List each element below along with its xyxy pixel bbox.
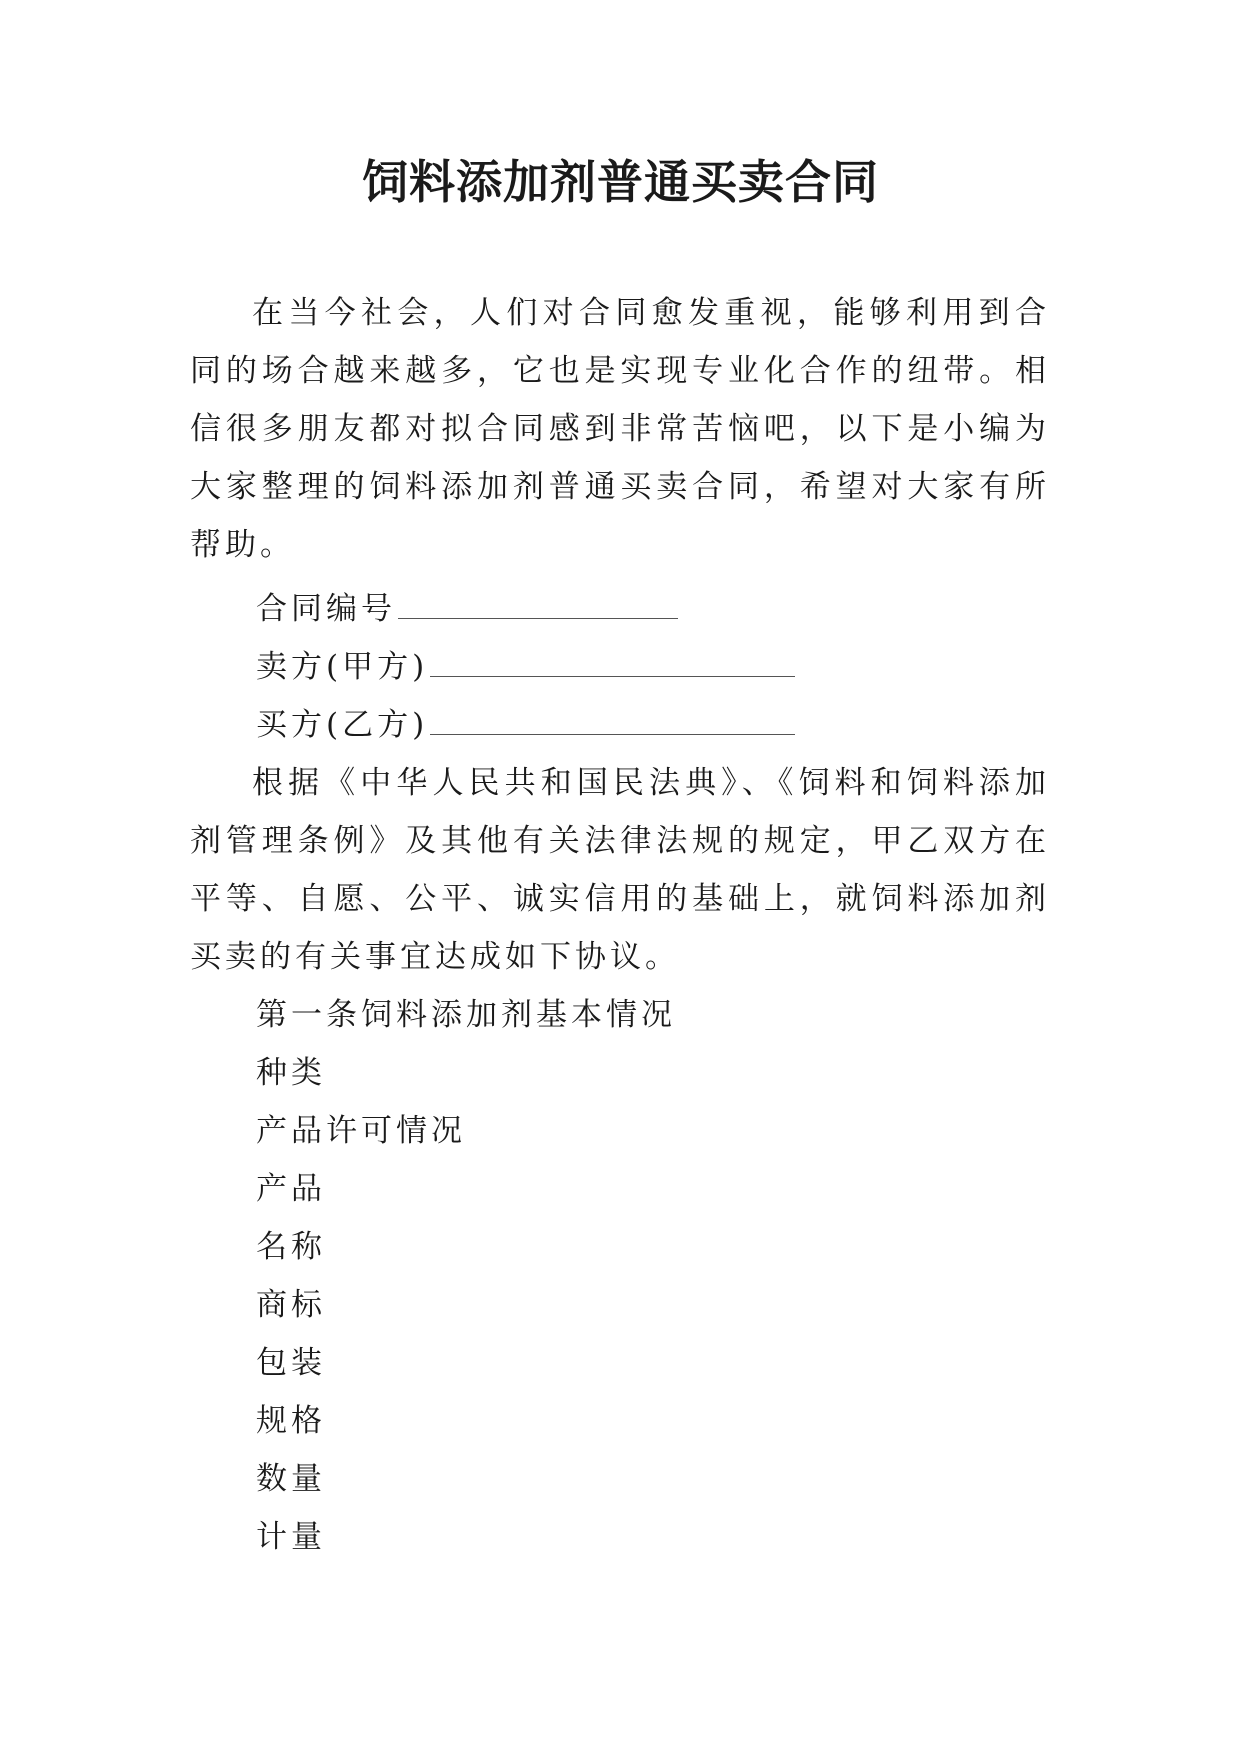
article-1-item: 计量 — [256, 1519, 326, 1555]
article-1-item: 数量 — [256, 1461, 326, 1497]
article-1-item: 产品许可情况 — [256, 1113, 466, 1149]
buyer-label: 买方(乙方) — [256, 707, 429, 743]
article-1-item: 名称 — [256, 1229, 326, 1265]
seller-label: 卖方(甲方) — [256, 649, 429, 685]
seller-line — [190, 638, 1050, 696]
contract-number-line — [190, 580, 1050, 638]
buyer-line — [190, 696, 1050, 754]
article-1-item: 包装 — [256, 1345, 326, 1381]
document-title: 饲料添加剂普通买卖合同 — [362, 155, 879, 209]
buyer-blank[interactable] — [430, 706, 795, 735]
article-1-item: 种类 — [256, 1055, 326, 1091]
preamble-paragraph: 根据《中华人民共和国民法典》、《饲料和饲料添加剂管理条例》及其他有关法律法规的规定，甲乙双方在平等、自愿、公平、诚实信用的基础上，就饲料添加剂买卖的有关事宜达成如下协议。 — [190, 765, 1050, 975]
contract-number-blank[interactable] — [398, 590, 678, 619]
seller-blank[interactable] — [430, 648, 795, 677]
article-1-item: 商标 — [256, 1287, 326, 1323]
article-1-item: 规格 — [256, 1403, 326, 1439]
intro-paragraph: 在当今社会，人们对合同愈发重视，能够利用到合同的场合越来越多，它也是实现专业化合作的纽带。相信很多朋友都对拟合同感到非常苦恼吧，以下是小编为大家整理的饲料添加剂普通买卖合同，希望对大家有所帮助。 — [190, 295, 1050, 563]
article-1-heading: 第一条饲料添加剂基本情况 — [256, 997, 676, 1033]
intro-section — [190, 284, 1050, 574]
contract-body — [190, 580, 1050, 1566]
article-1-item: 产品 — [256, 1171, 326, 1207]
contract-number-label: 合同编号 — [256, 591, 396, 627]
